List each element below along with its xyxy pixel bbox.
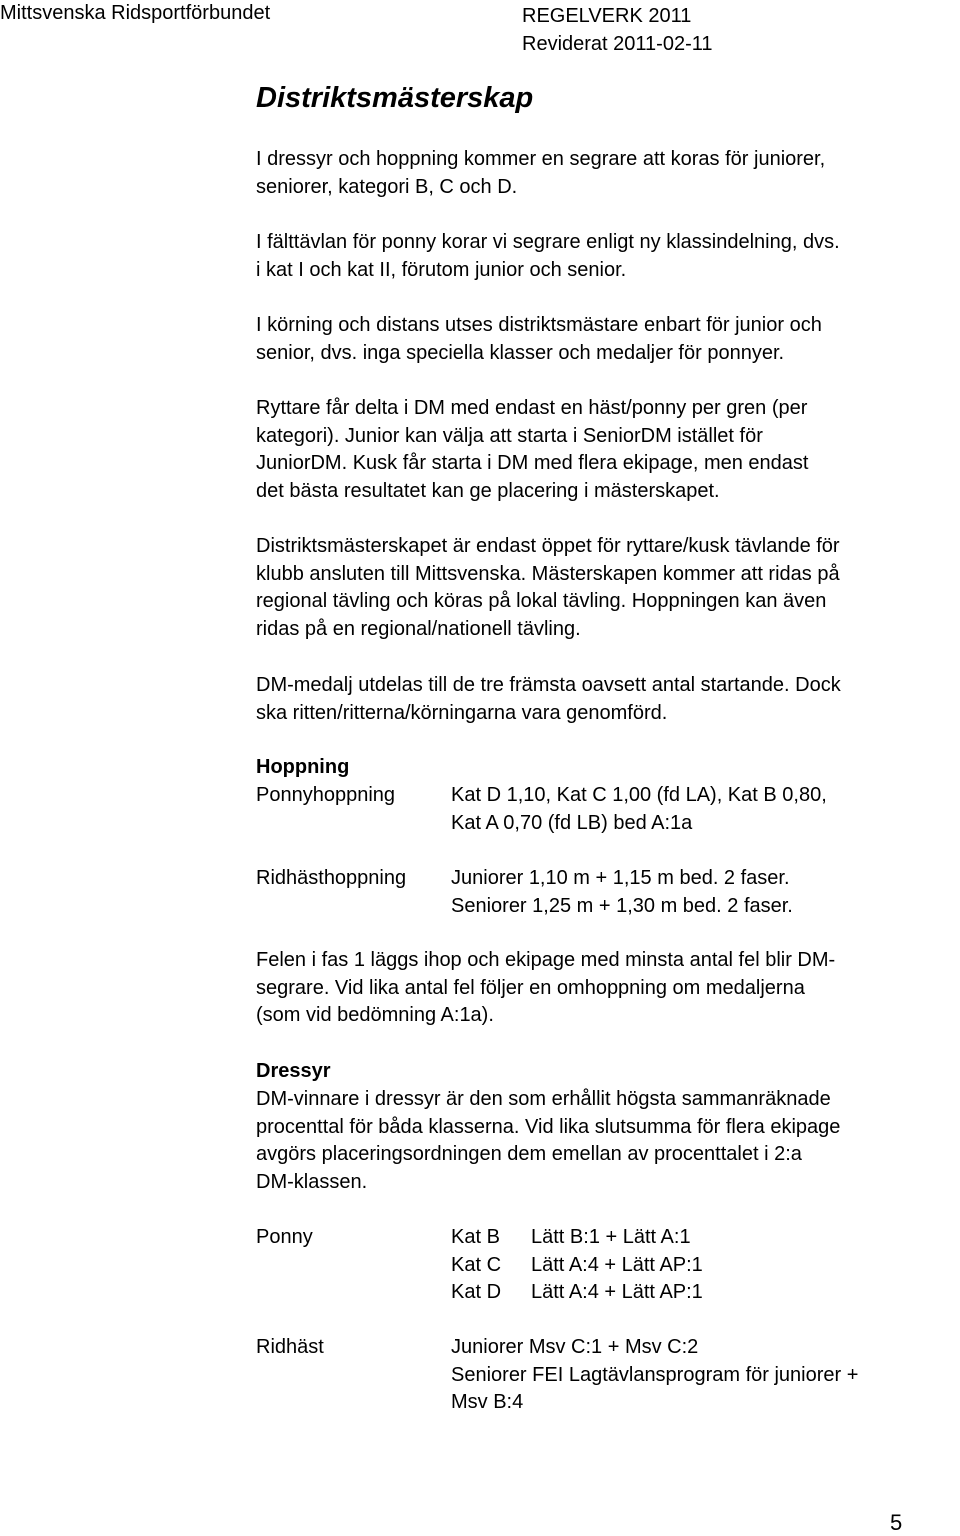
text-line: seniorer, kategori B, C och D. <box>256 175 518 198</box>
text-line: Seniorer FEI Lagtävlansprogram för juniorer + <box>451 1363 859 1386</box>
ridhasthoppning-label: Ridhästhoppning <box>256 867 407 889</box>
text-line: segrare. Vid lika antal fel följer en omhoppning om medaljerna <box>256 976 805 999</box>
paragraph <box>256 146 956 201</box>
text-line: I dressyr och hoppning kommer en segrare att koras för juniorer, <box>256 148 826 170</box>
dressyr-ponny-table <box>451 1224 703 1307</box>
text-line: DM-vinnare i dressyr är den som erhållit högsta sammanräknade <box>256 1088 831 1110</box>
text-line: Seniorer 1,25 m + 1,30 m bed. 2 faser. <box>451 894 793 917</box>
header-revision: Reviderat 2011-02-11 <box>522 33 713 55</box>
text-line: DM-klassen. <box>256 1171 368 1194</box>
text-line: senior, dvs. inga speciella klasser och medaljer för ponnyer. <box>256 341 785 364</box>
paragraph <box>256 672 956 727</box>
text-line: kategori). Junior kan välja att starta i SeniorDM istället för <box>256 424 763 447</box>
text-line: Kat D 1,10, Kat C 1,00 (fd LA), Kat B 0,80, <box>451 784 827 806</box>
text-line: avgörs placeringsordningen dem emellan av procenttalet i 2:a <box>256 1143 802 1166</box>
dressyr-text <box>256 1086 956 1197</box>
dressyr-ridhast-value <box>451 1334 858 1417</box>
paragraph <box>256 229 956 284</box>
text-line: Ryttare får delta i DM med endast en häst/ponny per gren (per <box>256 397 808 419</box>
text-line: procenttal för båda klasserna. Vid lika slutsumma för flera ekipage <box>256 1115 841 1138</box>
text-line: I fälttävlan för ponny korar vi segrare enligt ny klassindelning, dvs. <box>256 231 840 253</box>
ponny-kat: Kat B <box>451 1226 500 1248</box>
text-line: regional tävling och köras på lokal tävling. Hoppningen kan även <box>256 590 827 613</box>
text-line: det bästa resultatet kan ge placering i mästerskapet. <box>256 480 720 503</box>
text-line: I körning och distans utses distriktsmästare enbart för junior och <box>256 314 822 336</box>
text-line: Juniorer Msv C:1 + Msv C:2 <box>451 1336 699 1358</box>
ponny-row <box>451 1252 703 1280</box>
ridhasthoppning-value <box>451 865 793 920</box>
ponny-kat: Kat C <box>451 1253 502 1276</box>
paragraph <box>256 312 956 367</box>
ponnyhoppning-label: Ponnyhoppning <box>256 784 396 806</box>
dressyr-ridhast-label: Ridhäst <box>256 1336 324 1358</box>
text-line: ska ritten/ritterna/körningarna vara genomförd. <box>256 701 668 724</box>
text-line: Msv B:4 <box>451 1391 524 1414</box>
paragraph <box>256 395 956 506</box>
section-heading-dressyr: Dressyr <box>256 1060 331 1082</box>
text-line: Felen i fas 1 läggs ihop och ekipage med minsta antal fel blir DM- <box>256 949 836 971</box>
text-line: Juniorer 1,10 m + 1,15 m bed. 2 faser. <box>451 867 790 889</box>
ponny-program: Lätt A:4 + Lätt AP:1 <box>531 1253 703 1276</box>
ponny-row <box>451 1224 703 1252</box>
text-line: DM-medalj utdelas till de tre främsta oavsett antal startande. Dock <box>256 674 841 696</box>
text-line: i kat I och kat II, förutom junior och senior. <box>256 258 627 281</box>
header-doc-title: REGELVERK 2011 <box>522 5 692 27</box>
text-line: ridas på en regional/nationell tävling. <box>256 618 581 641</box>
hoppning-note <box>256 947 956 1030</box>
text-line: klubb ansluten till Mittsvenska. Mästerskapen kommer att ridas på <box>256 562 840 585</box>
ponny-program: Lätt A:4 + Lätt AP:1 <box>531 1281 703 1304</box>
text-line: Kat A 0,70 (fd LB) bed A:1a <box>451 811 693 834</box>
page-title: Distriktsmästerskap <box>256 82 534 114</box>
section-heading-hoppning: Hoppning <box>256 756 350 778</box>
dressyr-ponny-label: Ponny <box>256 1226 313 1248</box>
ponny-row <box>451 1279 703 1307</box>
text-line: Distriktsmästerskapet är endast öppet för ryttare/kusk tävlande för <box>256 535 840 557</box>
header-organization: Mittsvenska Ridsportförbundet <box>0 2 271 24</box>
ponny-kat: Kat D <box>451 1281 502 1304</box>
ponny-program: Lätt B:1 + Lätt A:1 <box>531 1226 691 1248</box>
text-line: (som vid bedömning A:1a). <box>256 1004 494 1027</box>
page-number: 5 <box>890 1510 903 1535</box>
paragraph <box>256 533 956 644</box>
ponnyhoppning-value <box>451 782 827 837</box>
text-line: JuniorDM. Kusk får starta i DM med flera ekipage, men endast <box>256 452 809 475</box>
header-doc-info <box>522 2 713 58</box>
